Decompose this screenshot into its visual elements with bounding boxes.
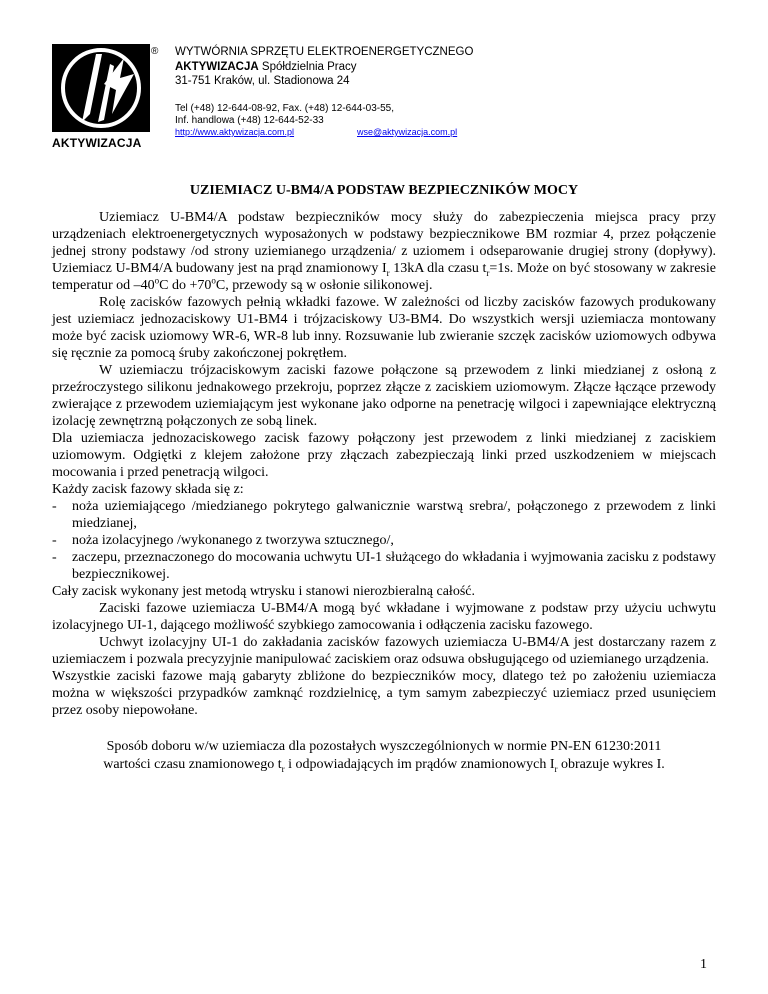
email-link[interactable]: wse@aktywizacja.com.pl bbox=[357, 127, 458, 137]
closing-text-a: wartości czasu znamionowego t bbox=[103, 757, 282, 772]
document-title: UZIEMIACZ U-BM4/A PODSTAW BEZPIECZNIKÓW MOCY bbox=[189, 183, 579, 198]
p1-text-b: 13kA dla czasu t bbox=[389, 261, 487, 276]
closing-text-b: i odpowiadających im prądów znamionowych I bbox=[284, 757, 555, 772]
paragraph-8: Uchwyt izolacyjny UI-1 do zakładania zacisków fazowych uziemiacza U-BM4/A jest dostarczany razem z uziemiaczem i pozwala precyzyjnie manipulować zaciskiem oraz odsuwa obsługującego od uziemianego urządzenia. bbox=[52, 635, 716, 667]
company-info bbox=[175, 45, 473, 89]
closing-line-2 bbox=[52, 756, 716, 774]
logo-emblem bbox=[52, 44, 150, 132]
list-dash: - bbox=[52, 533, 57, 548]
list-item-text: noża uziemiającego /miedzianego pokrytego galwanicznie warstwą srebra/, połączonego z przewodem z linki miedzianej, bbox=[72, 499, 716, 531]
paragraph-2: Rolę zacisków fazowych pełnią wkładki fazowe. W zależności od liczby zacisków fazowych produkowany jest uziemiacz jednozaciskowy U1-BM4 i trójzaciskowy U3-BM4. Do wszystkich wersji uziemiacza montowany może być zacisk uziomowy WR-6, WR-8 lub inny. Rozsuwanie lub zwieranie szczęk zacisków uziomowych odbywa się ręcznie za pomocą śruby zakończonej pokrętłem. bbox=[52, 295, 716, 361]
p1-text-c: =1s. Może on być stosowany w zakresie temperatur od –40 bbox=[52, 261, 716, 293]
subscript-r: r bbox=[486, 267, 490, 278]
closing-text-c: obrazuje wykres I. bbox=[557, 757, 665, 772]
lightning-bolt-icon bbox=[52, 44, 150, 132]
paragraph-3: W uziemiaczu trójzaciskowym zaciski fazowe połączone są przewodem z linki miedzianej z osłoną z przeźroczystego silikonu jednakowego przekroju, poprzez złącze z zaciskiem uziomowym. Złącze łączące przewody zwierające z przewodem uziemiającym jest wykonane jako odporne na penetrację wilgoci i zapewniające elektryczną izolację zewnętrzną połączonych ze sobą linek. bbox=[52, 363, 716, 429]
subscript-r: r bbox=[554, 763, 558, 774]
list-dash: - bbox=[52, 550, 57, 565]
paragraph-9: Wszystkie zaciski fazowe mają gabaryty zbliżone do bezpieczników mocy, dlatego też po założeniu uziemiacza można w większości przypadków zamknąć rozdzielnicę, a tym samym zabezpieczyć uziemiacz przed usunięciem przez osoby niepowołane. bbox=[52, 669, 716, 718]
page-number: 1 bbox=[700, 957, 707, 972]
company-address: 31-751 Kraków, ul. Stadionowa 24 bbox=[175, 75, 350, 87]
company-name bbox=[175, 60, 473, 75]
company-name-rest: Spółdzielnia Pracy bbox=[258, 60, 357, 73]
company-logo bbox=[52, 44, 164, 152]
p1-text-e: C, przewody są w osłonie silikonowej. bbox=[215, 278, 433, 293]
list-item bbox=[52, 498, 716, 532]
subscript-r: r bbox=[281, 763, 285, 774]
superscript-o: o bbox=[154, 275, 160, 286]
paragraph-4: Dla uziemiacza jednozaciskowego zacisk fazowy połączony jest przewodem z linki miedzianej z zaciskiem uziomowym. Odgiętki z klejem założone przy złączach zabezpieczają linki przed uszkodzeniem w miejscach mocowania i przed penetracją wilgoci. bbox=[52, 431, 716, 480]
subscript-r: r bbox=[386, 267, 390, 278]
phone-fax: Tel (+48) 12-644-08-92, Fax. (+48) 12-644-03-55, bbox=[175, 103, 395, 114]
list-item bbox=[52, 549, 716, 583]
paragraph-1 bbox=[52, 209, 716, 294]
closing-note bbox=[52, 738, 716, 774]
contact-links bbox=[175, 127, 458, 138]
list-dash: - bbox=[52, 499, 57, 514]
contact-info bbox=[175, 103, 394, 127]
list-item-text: zaczepu, przeznaczonego do mocowania uchwytu UI-1 służącego do wkładania i wyjmowania zacisku z podstawy bezpiecznikowej. bbox=[72, 550, 716, 582]
p1-text-a: Uziemiacz U-BM4/A podstaw bezpieczników mocy służy do zabezpieczenia miejsca pracy przy urządzeniach elektroenergetycznych wyposażonych w podstawy bezpiecznikowe BM rozmiar 4, przez połączenie jednej strony podstawy /od strony uziemianego urządzenia/ z uziomem i odseparowanie drugiej strony (dopływy). Uziemiacz U-BM4/A budowany jest na prąd znamionowy I bbox=[52, 210, 716, 276]
paragraph-5: Każdy zacisk fazowy składa się z: bbox=[52, 482, 244, 497]
company-name-bold: AKTYWIZACJA bbox=[175, 60, 259, 73]
website-link[interactable]: http://www.aktywizacja.com.pl bbox=[175, 127, 295, 137]
paragraph-6: Cały zacisk wykonany jest metodą wtrysku i stanowi nierozbieralną całość. bbox=[52, 584, 475, 599]
list-item bbox=[52, 532, 716, 549]
superscript-o: o bbox=[211, 275, 216, 286]
company-line1: WYTWÓRNIA SPRZĘTU ELEKTROENERGETYCZNEGO bbox=[175, 46, 474, 58]
document-body bbox=[52, 209, 716, 719]
registered-mark: ® bbox=[151, 46, 159, 57]
paragraph-7: Zaciski fazowe uziemiacza U-BM4/A mogą być wkładane i wyjmowane z podstaw przy użyciu uchwytu izolacyjnego UI-1, dającego możliwość szybkiego zamocowania i odłączenia zacisku fazowego. bbox=[52, 601, 716, 633]
list-item-text: noża izolacyjnego /wykonanego z tworzywa sztucznego/, bbox=[72, 533, 394, 548]
p1-text-d: C do +70 bbox=[159, 278, 212, 293]
logo-wordmark: AKTYWIZACJA bbox=[52, 136, 142, 150]
sales-phone: Inf. handlowa (+48) 12-644-52-33 bbox=[175, 115, 324, 126]
closing-line-1: Sposób doboru w/w uziemiacza dla pozostałych wyszczególnionych w normie PN-EN 61230:2011 bbox=[106, 739, 662, 754]
